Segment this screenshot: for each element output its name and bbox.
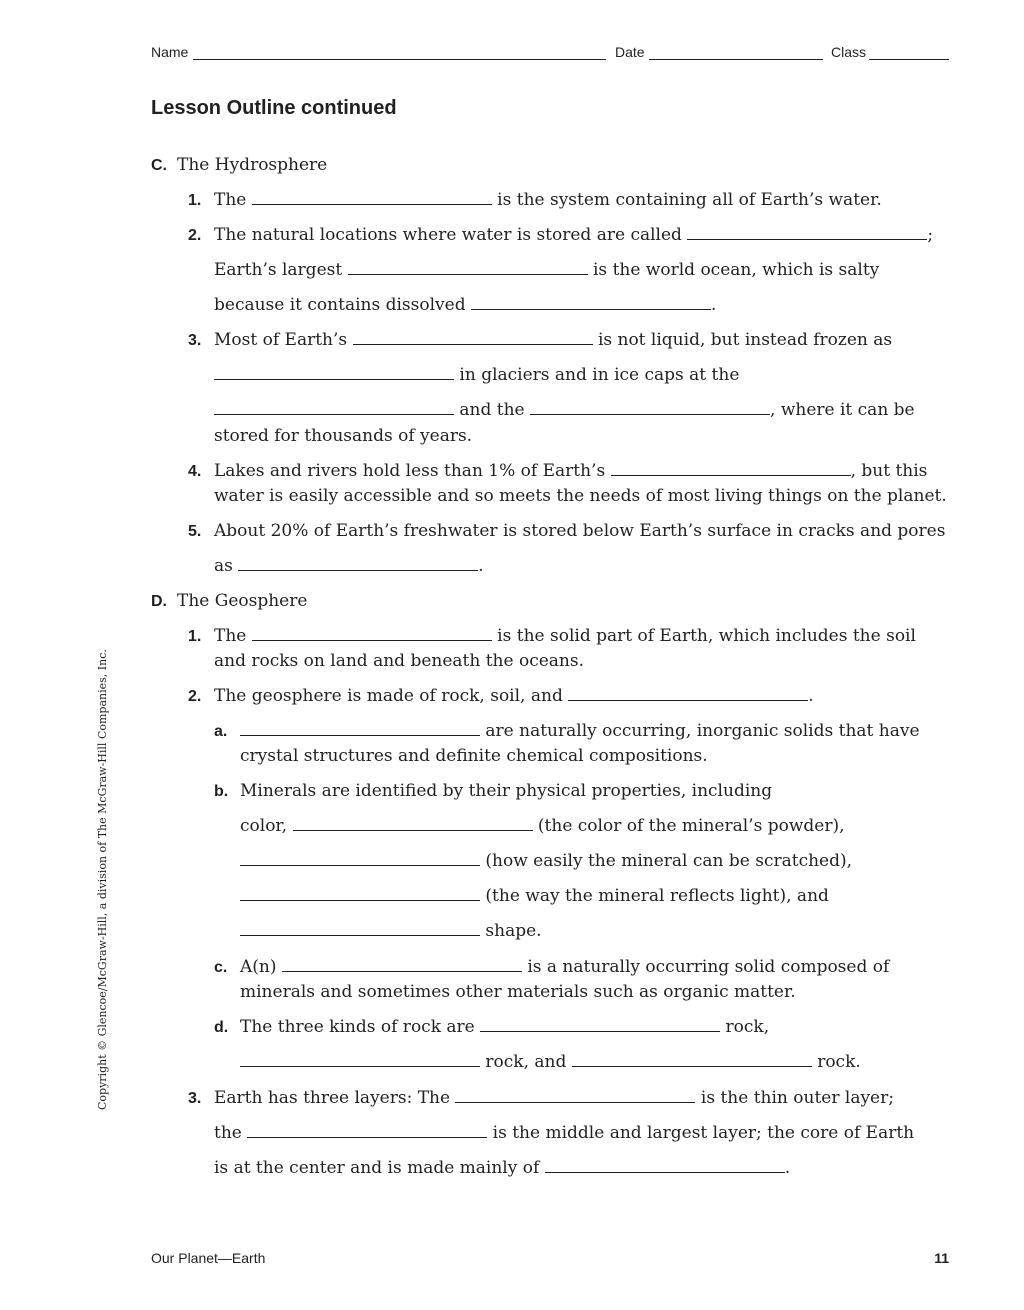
item-d2d-line-2 — [240, 1050, 861, 1074]
item-c3-line-1 — [188, 328, 892, 353]
name-label: Name — [151, 44, 189, 60]
text-fragment: About 20% of Earth’s freshwater is stored below Earth’s surface in cracks and pores — [214, 521, 946, 541]
text-fragment: is the middle and largest layer; the core of Earth — [492, 1123, 915, 1143]
section-d-heading — [151, 589, 307, 614]
text-fragment: Earth has three layers: The — [214, 1088, 451, 1108]
item-d2b-line-5 — [240, 919, 542, 943]
copyright-notice: Copyright © Glencoe/McGraw-Hill, a division of The McGraw-Hill Companies, Inc. — [96, 649, 109, 1110]
answer-blank[interactable] — [240, 921, 480, 936]
item-d1-line-1 — [188, 624, 916, 649]
text-fragment: water is easily accessible and so meets the needs of most living things on the planet. — [214, 486, 947, 506]
item-number: 4. — [188, 463, 202, 480]
item-c4-line-1 — [188, 459, 927, 484]
answer-blank[interactable] — [282, 957, 522, 972]
item-c3-line-4 — [214, 424, 472, 448]
item-c5-line-1 — [188, 519, 945, 544]
item-d2b-line-4 — [240, 884, 829, 908]
text-fragment: is the solid part of Earth, which includes the soil — [497, 626, 916, 646]
sub-item-letter: d. — [214, 1019, 229, 1036]
text-fragment: the — [214, 1123, 242, 1143]
page-title: Lesson Outline continued — [151, 97, 397, 119]
text-fragment: (the way the mineral reflects light), and — [485, 886, 829, 906]
text-fragment: , but this — [850, 461, 928, 481]
section-marker: D. — [151, 593, 167, 610]
text-fragment: The three kinds of rock are — [240, 1017, 475, 1037]
text-fragment: is the system containing all of Earth’s water. — [497, 190, 882, 210]
date-field[interactable] — [649, 59, 823, 60]
text-fragment: . — [784, 1158, 791, 1178]
class-field[interactable] — [869, 59, 949, 60]
item-number: 2. — [188, 227, 202, 244]
text-fragment: Most of Earth’s — [214, 330, 348, 350]
item-d3-line-2 — [214, 1121, 914, 1145]
text-fragment: , where it can be — [770, 400, 915, 420]
section-marker: C. — [151, 157, 167, 174]
answer-blank[interactable] — [240, 886, 480, 901]
text-fragment: shape. — [485, 921, 542, 941]
answer-blank[interactable] — [480, 1017, 720, 1032]
sub-item-letter: a. — [214, 723, 228, 740]
text-fragment: The — [214, 190, 247, 210]
answer-blank[interactable] — [293, 816, 533, 831]
text-fragment: The — [214, 626, 247, 646]
section-c-heading — [151, 153, 327, 178]
text-fragment: is not liquid, but instead frozen as — [597, 330, 893, 350]
item-c2-line-2 — [214, 258, 879, 282]
sub-item-letter: c. — [214, 959, 228, 976]
text-fragment: color, — [240, 816, 288, 836]
section-title: The Geosphere — [177, 591, 308, 611]
answer-blank[interactable] — [687, 225, 927, 240]
text-fragment: is at the center and is made mainly of — [214, 1158, 540, 1178]
page-header — [151, 42, 949, 62]
date-label: Date — [615, 44, 645, 60]
item-c2-line-3 — [214, 293, 716, 317]
text-fragment: is the thin outer layer; — [700, 1088, 894, 1108]
answer-blank[interactable] — [214, 365, 454, 380]
sub-item-letter: b. — [214, 783, 229, 800]
text-fragment: . — [478, 556, 484, 576]
text-fragment: Lakes and rivers hold less than 1% of Earth’s — [214, 461, 606, 481]
item-number: 1. — [188, 192, 202, 209]
text-fragment: rock, and — [485, 1052, 567, 1072]
text-fragment: (the color of the mineral’s powder), — [537, 816, 845, 836]
answer-blank[interactable] — [252, 190, 492, 205]
section-title: The Hydrosphere — [177, 155, 328, 175]
answer-blank[interactable] — [455, 1088, 695, 1103]
item-number: 1. — [188, 628, 202, 645]
item-c5-line-2 — [214, 554, 484, 578]
item-d2b-line-2 — [240, 814, 845, 838]
text-fragment: rock. — [817, 1052, 861, 1072]
item-d2a-line-1 — [214, 719, 920, 744]
text-fragment: . — [808, 686, 814, 706]
item-d3-line-1 — [188, 1086, 894, 1111]
answer-blank[interactable] — [240, 1052, 480, 1067]
text-fragment: ; — [927, 225, 934, 245]
text-fragment: as — [214, 556, 233, 576]
item-d2c-line-1 — [214, 955, 889, 980]
text-fragment: are naturally occurring, inorganic solids that have — [485, 721, 920, 741]
text-fragment: is a naturally occurring solid composed of — [527, 957, 890, 977]
text-fragment: The natural locations where water is stored are called — [214, 225, 682, 245]
answer-blank[interactable] — [353, 330, 593, 345]
item-d3-line-3 — [214, 1156, 790, 1180]
item-number: 5. — [188, 523, 202, 540]
item-number: 3. — [188, 1090, 202, 1107]
item-c3-line-2 — [214, 363, 739, 387]
answer-blank[interactable] — [247, 1123, 487, 1138]
item-number: 2. — [188, 688, 202, 705]
text-fragment: and the — [459, 400, 525, 420]
text-fragment: and rocks on land and beneath the oceans. — [214, 651, 584, 671]
name-field[interactable] — [193, 59, 606, 60]
footer-book-title: Our Planet—Earth — [151, 1250, 266, 1266]
text-fragment: rock, — [725, 1017, 770, 1037]
text-fragment: crystal structures and definite chemical compositions. — [240, 746, 708, 766]
answer-blank[interactable] — [568, 686, 808, 701]
item-d2c-line-2 — [240, 980, 796, 1004]
item-c1-line-1 — [188, 188, 882, 213]
item-d1-line-2 — [214, 649, 584, 673]
answer-blank[interactable] — [238, 556, 478, 571]
text-fragment: minerals and sometimes other materials such as organic matter. — [240, 982, 796, 1002]
text-fragment: because it contains dissolved — [214, 295, 466, 315]
text-fragment: in glaciers and in ice caps at the — [459, 365, 740, 385]
item-d2b-line-3 — [240, 849, 852, 873]
answer-blank[interactable] — [252, 626, 492, 641]
item-c2-line-1 — [188, 223, 933, 248]
text-fragment: Minerals are identified by their physical properties, including — [240, 781, 773, 801]
text-fragment: Earth’s largest — [214, 260, 343, 280]
answer-blank[interactable] — [214, 400, 454, 415]
text-fragment: . — [711, 295, 717, 315]
item-c4-line-2 — [214, 484, 947, 508]
answer-blank[interactable] — [545, 1158, 785, 1173]
page-number: 11 — [934, 1250, 949, 1266]
answer-blank[interactable] — [471, 295, 711, 310]
text-fragment: A(n) — [240, 957, 277, 977]
item-d2b-line-1 — [214, 779, 772, 804]
item-number: 3. — [188, 332, 202, 349]
item-d2d-line-1 — [214, 1015, 769, 1040]
answer-blank[interactable] — [240, 851, 480, 866]
item-d2a-line-2 — [240, 744, 708, 768]
item-c3-line-3 — [214, 398, 915, 422]
item-d2-line-1 — [188, 684, 814, 709]
text-fragment: is the world ocean, which is salty — [593, 260, 880, 280]
text-fragment: stored for thousands of years. — [214, 426, 473, 446]
text-fragment: The geosphere is made of rock, soil, and — [214, 686, 563, 706]
answer-blank[interactable] — [240, 721, 480, 736]
answer-blank[interactable] — [348, 260, 588, 275]
answer-blank[interactable] — [572, 1052, 812, 1067]
text-fragment: (how easily the mineral can be scratched), — [485, 851, 853, 871]
answer-blank[interactable] — [611, 461, 851, 476]
class-label: Class — [831, 44, 867, 60]
answer-blank[interactable] — [530, 400, 770, 415]
